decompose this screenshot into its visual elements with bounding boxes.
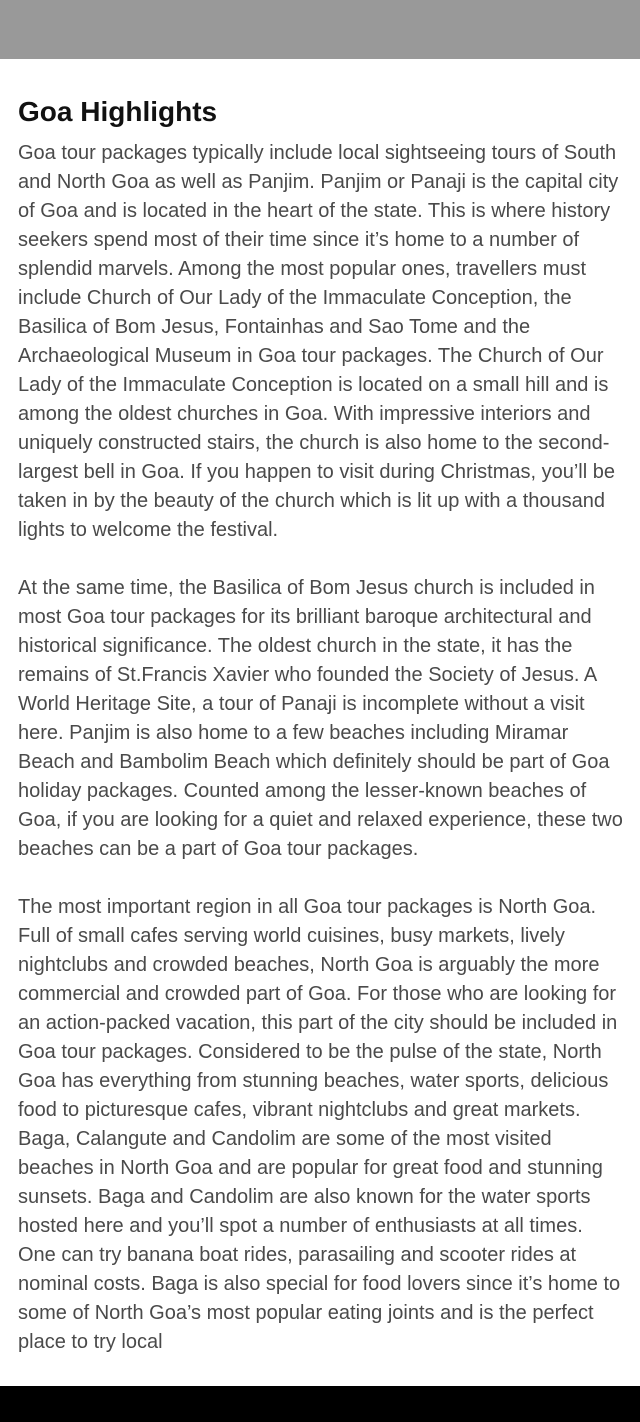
article-paragraph: The most important region in all Goa tour packages is North Goa. Full of small cafes serving world cuisines, busy markets, lively nightclubs and crowded beaches, North Goa is arguably the more commercial and crowded part of Goa. For those who are looking for an action-packed vacation, this part of the city should be included in Goa tour packages. Considered to be the pulse of the state, North Goa has everything from stunning beaches, water sports, delicious food to picturesque cafes, vibrant nightclubs and great markets. Baga, Calangute and Candolim are some of the most visited beaches in North Goa and are popular for great food and stunning sunsets. Baga and Candolim are also known for the water sports hosted here and you’ll spot a number of enthusiasts at all times. One can try banana boat rides, parasailing and scooter rides at nominal costs. Baga is also special for food lovers since it’s home to some of North Goa’s most popular eating joints and is the perfect place to try local [18, 896, 621, 1353]
modal-backdrop-top [0, 0, 640, 59]
article-paragraph: Goa tour packages typically include local sightseeing tours of South and North Goa as well as Panjim. Panjim or Panaji is the capital city of Goa and is located in the heart of the state. This is where history seekers spend most of their time since it’s home to a number of splendid marvels. Among the most popular ones, travellers must include Church of Our Lady of the Immaculate Conception, the Basilica of Bom Jesus, Fontainhas and Sao Tome and the Archaeological Museum in Goa tour packages. The Church of Our Lady of the Immaculate Conception is located on a small hill and is among the oldest churches in Goa. With impressive interiors and uniquely constructed stairs, the church is also home to the second-largest bell in Goa. If you happen to visit during Christmas, you’ll be taken in by the beauty of the church which is lit up with a thousand lights to welcome the festival. [18, 142, 619, 541]
article-paragraph: At the same time, the Basilica of Bom Jesus church is included in most Goa tour packages for its brilliant baroque architectural and historical significance. The oldest church in the state, it has the remains of St.Francis Xavier who founded the Society of Jesus. A World Heritage Site, a tour of Panaji is incomplete without a visit here. Panjim is also home to a few beaches including Miramar Beach and Bambolim Beach which definitely should be part of Goa holiday packages. Counted among the lesser-known beaches of Goa, if you are looking for a quiet and relaxed experience, these two beaches can be a part of Goa tour packages. [18, 577, 623, 860]
article [18, 95, 624, 1357]
navigation-bar [0, 1386, 640, 1422]
page-title: Goa Highlights [18, 96, 218, 127]
